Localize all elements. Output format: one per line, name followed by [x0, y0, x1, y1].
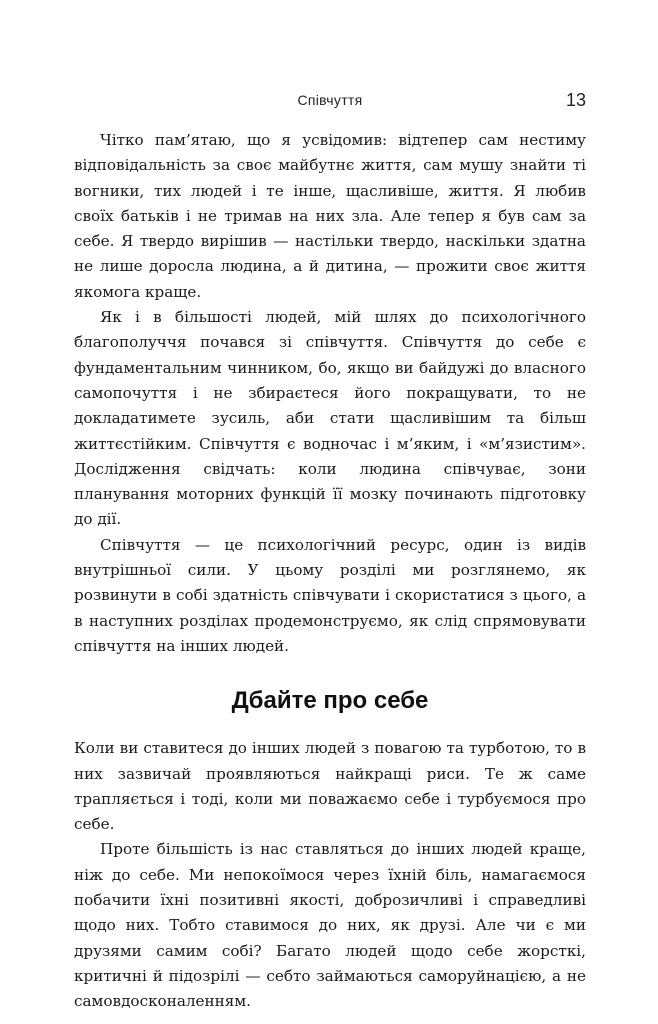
paragraph: Коли ви ставитеся до інших людей з повагою та турботою, то в них зазвичай проявляються найкращі риси. Те ж саме трапляється і тоді, коли ми поважаємо себе і турбуємося про себе. — [74, 739, 586, 834]
paragraph: Співчуття — це психологічний ресурс, один із видів внутрішньої сили. У цьому розділі ми розглянемо, як розвинути в собі здатність співчувати і скористатися з цього, а в наступних розділах продемонструємо, як слід спрямовувати співчуття на інших людей. — [74, 535, 586, 655]
paragraph: Проте більшість із нас ставляться до інших людей краще, ніж до себе. Ми непокоїмося через їхній біль, намагаємося побачити їхні позитивні якості, доброзичливі і справедливі щодо них. Тобто ставимося до них, як друзі. Але чи є ми друзями самим собі? Багато людей щодо себе жорсткі, критичні й підозрілі — себто займаються саморуйнацією, а не самовдосконаленням. — [74, 840, 586, 1011]
running-header — [74, 90, 586, 114]
chapter-title: Співчуття — [297, 92, 363, 108]
paragraph: Чітко пам’ятаю, що я усвідомив: відтепер сам нестиму відповідальність за своє майбутнє життя, сам мушу знайти ті вогники, тих людей і те інше, щасливіше, життя. Я любив своїх батьків і не тримав на них зла. Але тепер я був сам за себе. Я твердо вирішив — настільки твердо, наскільки здатна не лише доросла людина, а й дитина, — прожити своє життя якомога краще. — [74, 131, 586, 301]
body-text — [74, 128, 586, 1015]
section-heading: Дбайте про себе — [231, 687, 429, 715]
paragraph: Як і в більшості людей, мій шлях до психологічного благополуччя почався зі співчуття. Співчуття до себе є фундаментальним чинником, бо, якщо ви байдужі до власного самопочуття і не збираєтеся його покращувати, то не докладатимете зусиль, аби стати щасливішим та більш життєстійким. Співчуття є водночас і м’яким, і «м’язистим». Дослідження свідчать: коли людина співчуває, зони планування моторних функцій її мозку починають підготовку до дії. — [74, 308, 586, 529]
page-number: 13 — [565, 90, 586, 110]
